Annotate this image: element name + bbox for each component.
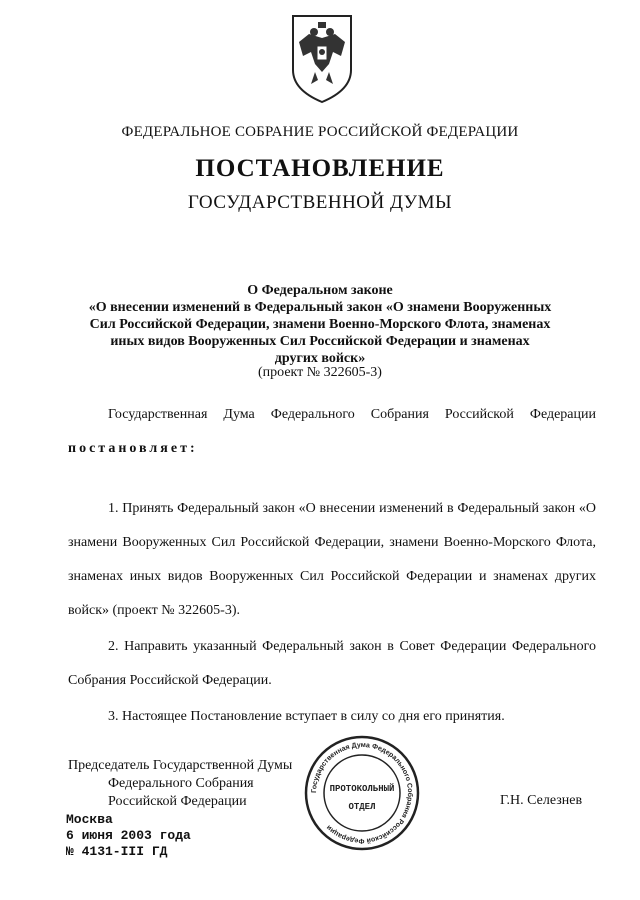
document-subject [60, 282, 580, 367]
russian-coat-of-arms-icon [289, 12, 355, 104]
item-3: 3. Настоящее Постановление вступает в силу со дня его принятия. [108, 709, 505, 724]
stamp-ring-text: Государственная Дума Федерального Собрания Российской Федерации [310, 741, 414, 845]
protocol-department-stamp-icon [302, 733, 422, 853]
signatory-title-line: Председатель Государственной Думы [68, 758, 293, 773]
intro-paragraph [68, 398, 596, 466]
place: Москва [66, 812, 113, 827]
date: 6 июня 2003 года [66, 828, 191, 843]
signatory-title-line: Российской Федерации [108, 794, 247, 809]
signatory-title-line: Федерального Собрания [108, 776, 254, 791]
subject-line: Сил Российской Федерации, знамени Военно-Морского Флота, знаменах [89, 317, 551, 332]
document-number: № 4131-III ГД [66, 844, 168, 859]
document-type: ПОСТАНОВЛЕНИЕ [195, 155, 445, 182]
stamp-center-bottom: ОТДЕЛ [348, 802, 376, 812]
item-2: 2. Направить указанный Федеральный закон в Совет Федерации Федерального Собрания Российской Федерации. [68, 639, 596, 688]
decree-verb: постановляет: [68, 441, 198, 456]
subject-line: других войск» [274, 351, 366, 366]
subject-line: «О внесении изменений в Федеральный закон «О знамени Вооруженных [88, 300, 552, 315]
stamp-center-top: ПРОТОКОЛЬНЫЙ [329, 784, 395, 794]
project-number: (проект № 322605-3) [258, 365, 382, 380]
document-issuer: ГОСУДАРСТВЕННОЙ ДУМЫ [187, 192, 453, 213]
intro-text: Государственная Дума Федерального Собрания Российской Федерации [108, 407, 596, 422]
item-1: 1. Принять Федеральный закон «О внесении изменений в Федеральный закон «О знамени Вооруженных Сил Российской Федерации, знамени Военно-Морского Флота, знаменах иных видов Вооруженных Сил Российской Федерации и знаменах других войск» (проект № 322605-3). [68, 501, 596, 618]
subject-line: О Федеральном законе [247, 283, 393, 298]
signatory-name: Г.Н. Селезнев [500, 793, 583, 808]
organization-name: ФЕДЕРАЛЬНОЕ СОБРАНИЕ РОССИЙСКОЙ ФЕДЕРАЦИИ [121, 124, 519, 140]
subject-line: иных видов Вооруженных Сил Российской Федерации и знаменах [110, 334, 530, 349]
